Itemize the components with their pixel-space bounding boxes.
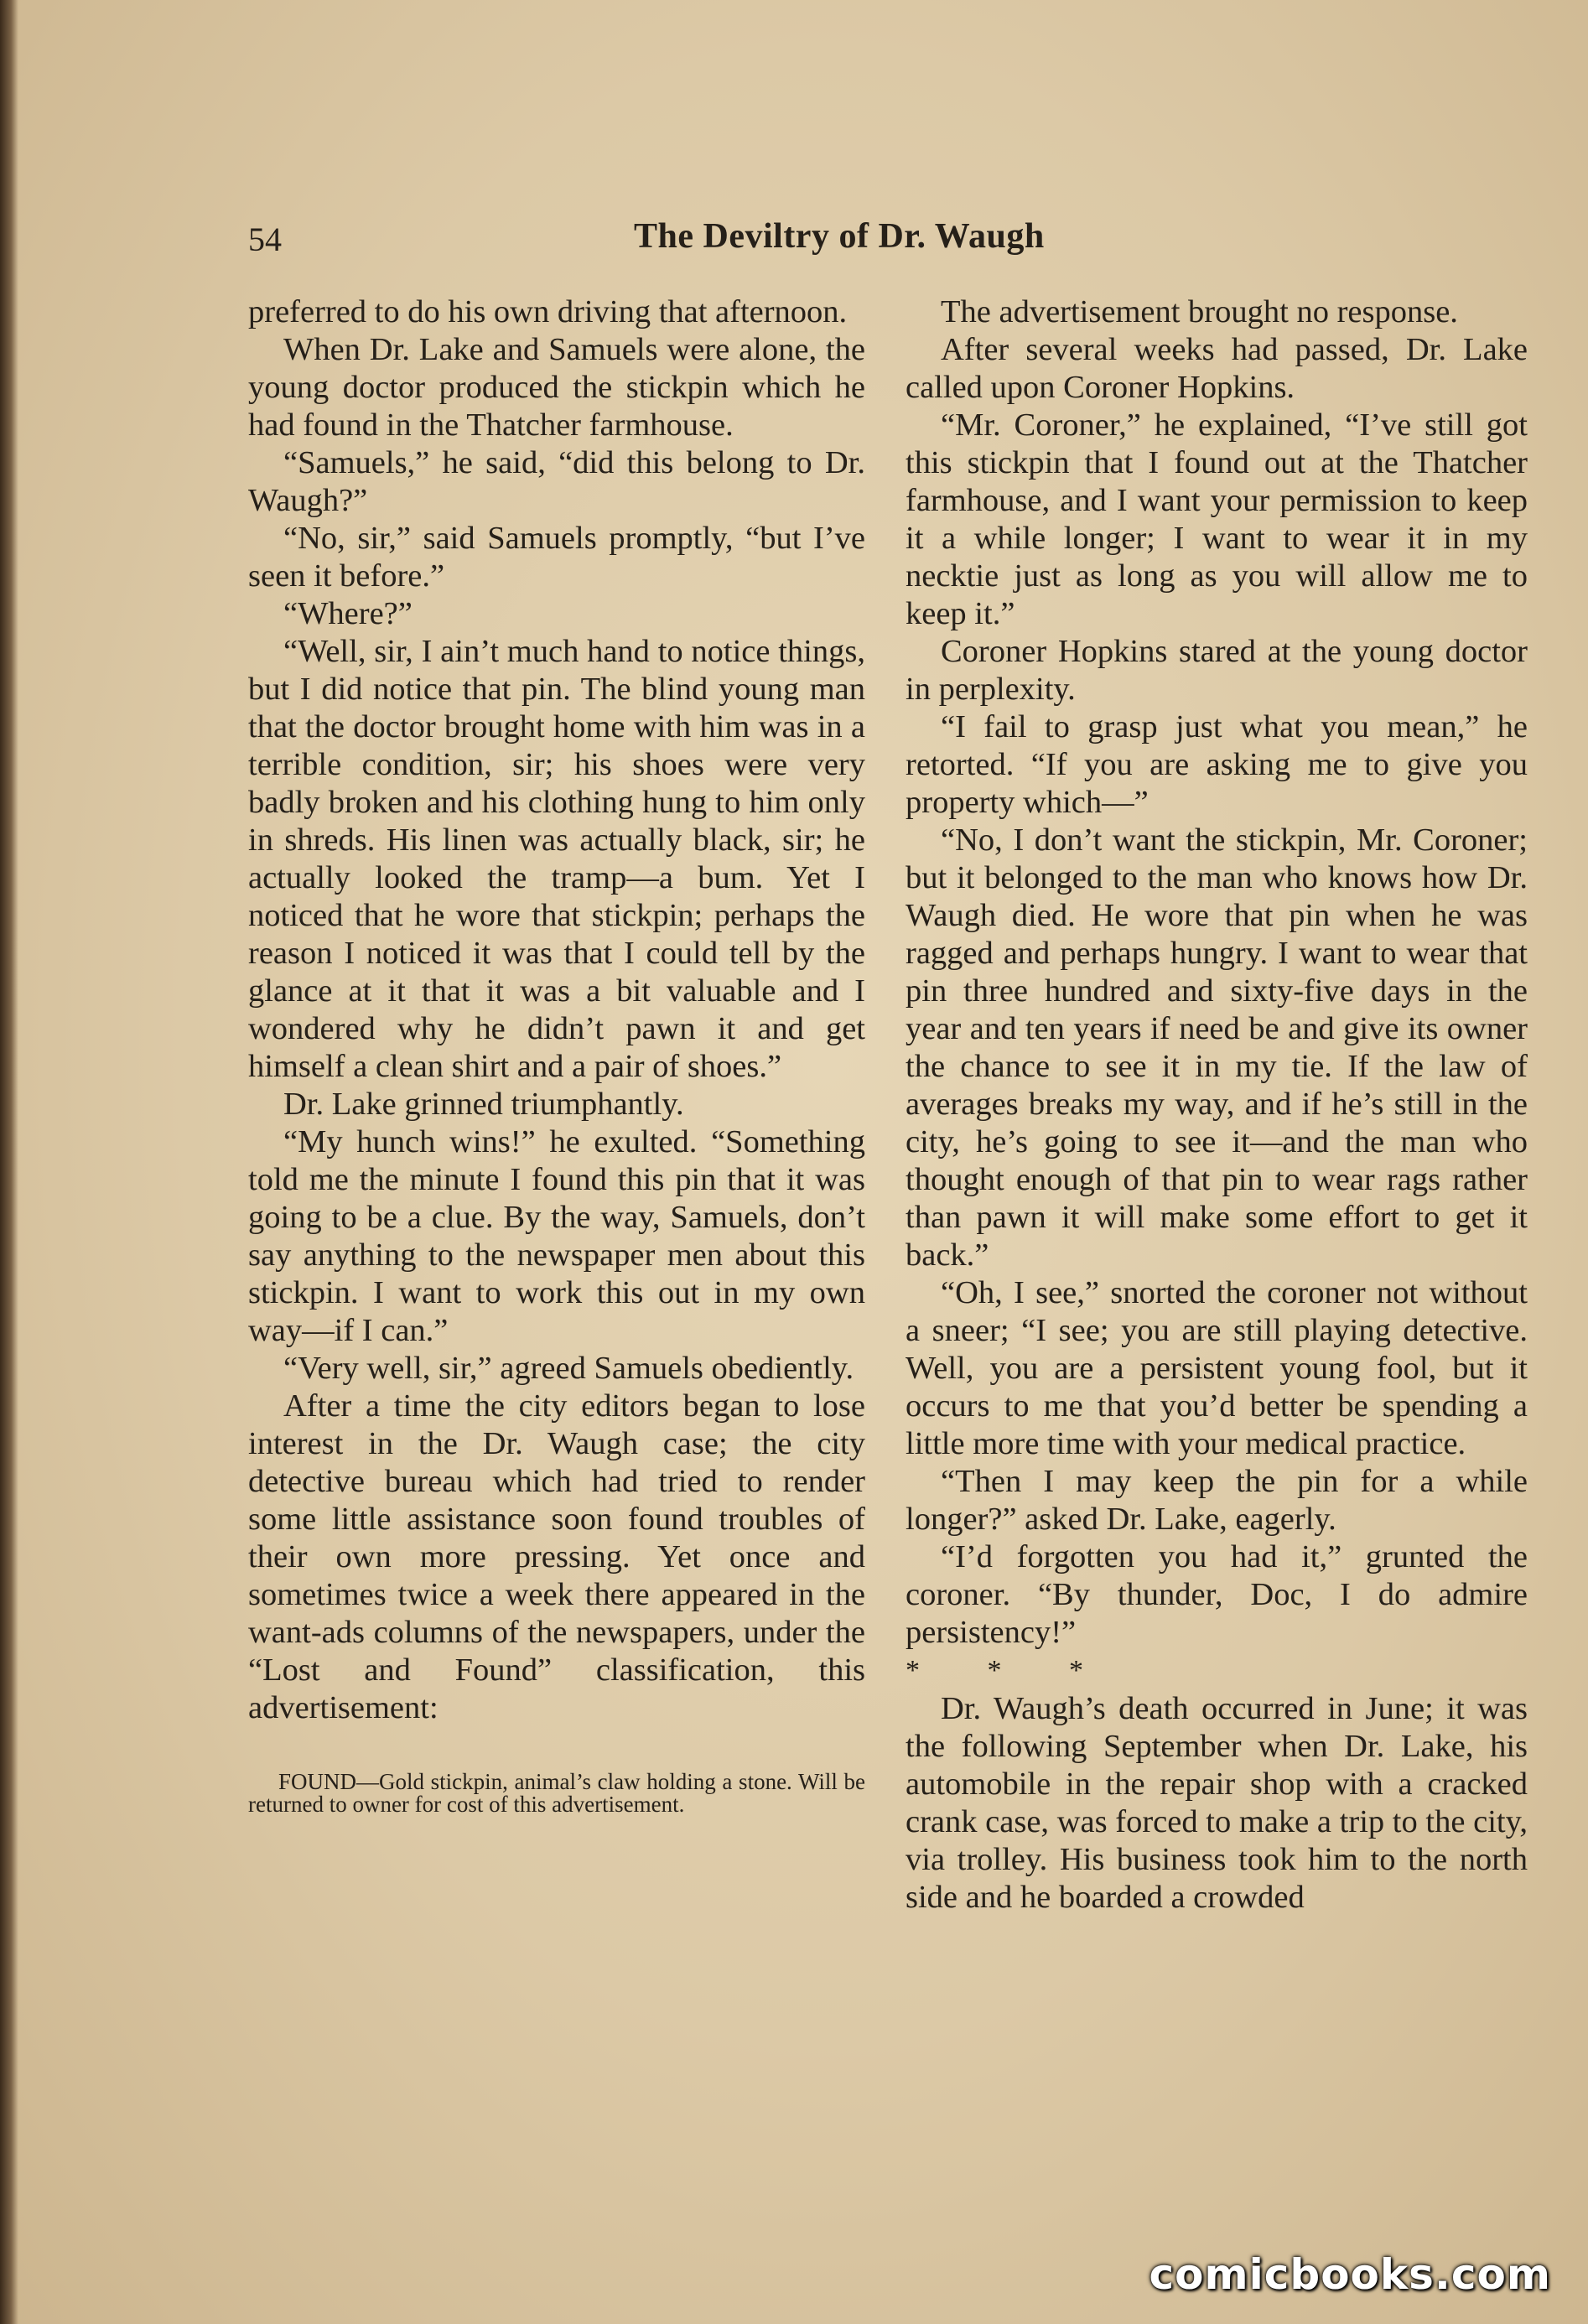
paragraph: After a time the city editors began to lose interest in the Dr. Waugh case; the city detective bureau which had tried to render some little assistance soon found troubles of their own more pressing. Yet once and sometimes twice a week there appeared in the want-ads columns of the newspapers, under the “Lost and Found” classification, this advertisement:	[248, 1388, 865, 1725]
paragraph: “Then I may keep the pin for a while longer?” asked Dr. Lake, eagerly.	[906, 1464, 1528, 1537]
paragraph: After several weeks had passed, Dr. Lake called upon Coroner Hopkins.	[906, 332, 1528, 405]
running-title: The Deviltry of Dr. Waugh	[634, 217, 1045, 256]
page-spine-shadow	[0, 0, 18, 2324]
paragraph: “No, sir,” said Samuels promptly, “but I’ve seen it before.”	[248, 521, 865, 594]
paragraph: Dr. Lake grinned triumphantly.	[283, 1087, 684, 1122]
paragraph: “No, I don’t want the stickpin, Mr. Coroner; but it belonged to the man who knows how Dr. Waugh died. He wore that pin when he was ragged and perhaps hungry. I want to wear that pin three hundred and sixty-five days in the year and ten years if need be and give its owner the chance to see it in my tie. If the law of averages breaks my way, and if he’s still in the city, he’s going to see it—and the man who thought enough of that pin to wear rags rather than pawn it will make some effort to get it back.”	[906, 822, 1528, 1273]
paragraph: “Samuels,” he said, “did this belong to Dr. Waugh?”	[248, 445, 865, 518]
paragraph: Dr. Waugh’s death occurred in June; it was the following September when Dr. Lake, his automobile in the repair shop with a cracked crank case, was forced to make a trip to the city, via trolley. His business took him to the north side and he boarded a crowded	[906, 1691, 1528, 1915]
paragraph: preferred to do his own driving that afternoon.	[248, 294, 848, 329]
page-number: 54	[248, 220, 282, 258]
site-watermark: comicbooks.com	[1149, 2250, 1551, 2299]
paragraph: “I’d forgotten you had it,” grunted the coroner. “By thunder, Doc, I do admire persistency!”	[906, 1539, 1528, 1650]
paragraph: “Oh, I see,” snorted the coroner not without a sneer; “I see; you are still playing detective. Well, you are a persistent young fool, but it occurs to me that you’d better be spending a little more time with your medical practice.	[906, 1275, 1528, 1461]
page-header	[248, 217, 1531, 270]
paragraph: “I fail to grasp just what you mean,” he retorted. “If you are asking me to give you property which—”	[906, 709, 1528, 820]
left-column	[248, 293, 865, 1816]
paragraph: The advertisement brought no response.	[941, 294, 1458, 329]
paragraph: “Where?”	[283, 596, 413, 631]
paragraph: Coroner Hopkins stared at the young doctor in perplexity.	[906, 634, 1528, 707]
paragraph: When Dr. Lake and Samuels were alone, the young doctor produced the stickpin which he had found in the Thatcher farmhouse.	[248, 332, 865, 443]
paragraph: “Very well, sir,” agreed Samuels obediently.	[283, 1351, 854, 1386]
right-column	[906, 293, 1528, 1917]
paragraph: “Well, sir, I ain’t much hand to notice things, but I did notice that pin. The blind young man that the doctor brought home with him was in a terrible condition, sir; his shoes were very badly broken and his clothing hung to him only in shreds. His linen was actually black, sir; he actually looked the tramp—a bum. Yet I noticed that he wore that stickpin; perhaps the reason I noticed it was that I could tell by the glance at it that it was a bit valuable and I wondered why he didn’t pawn it and get himself a clean shirt and a pair of shoes.”	[248, 634, 865, 1084]
paragraph: “My hunch wins!” he exulted. “Something told me the minute I found this pin that it was going to be a clue. By the way, Samuels, don’t say anything to the newspaper men about this stickpin. I want to work this out in my own way—if I can.”	[248, 1124, 865, 1348]
section-separator: * * *	[906, 1655, 1113, 1686]
classified-advertisement: FOUND—Gold stickpin, animal’s claw holding a stone. Will be returned to owner for cost of this advertisement.	[248, 1769, 865, 1817]
paragraph: “Mr. Coroner,” he explained, “I’ve still got this stickpin that I found out at the Thatcher farmhouse, and I want your permission to keep it a while longer; I want to wear it in my necktie just as long as you will allow me to keep it.”	[906, 407, 1528, 631]
